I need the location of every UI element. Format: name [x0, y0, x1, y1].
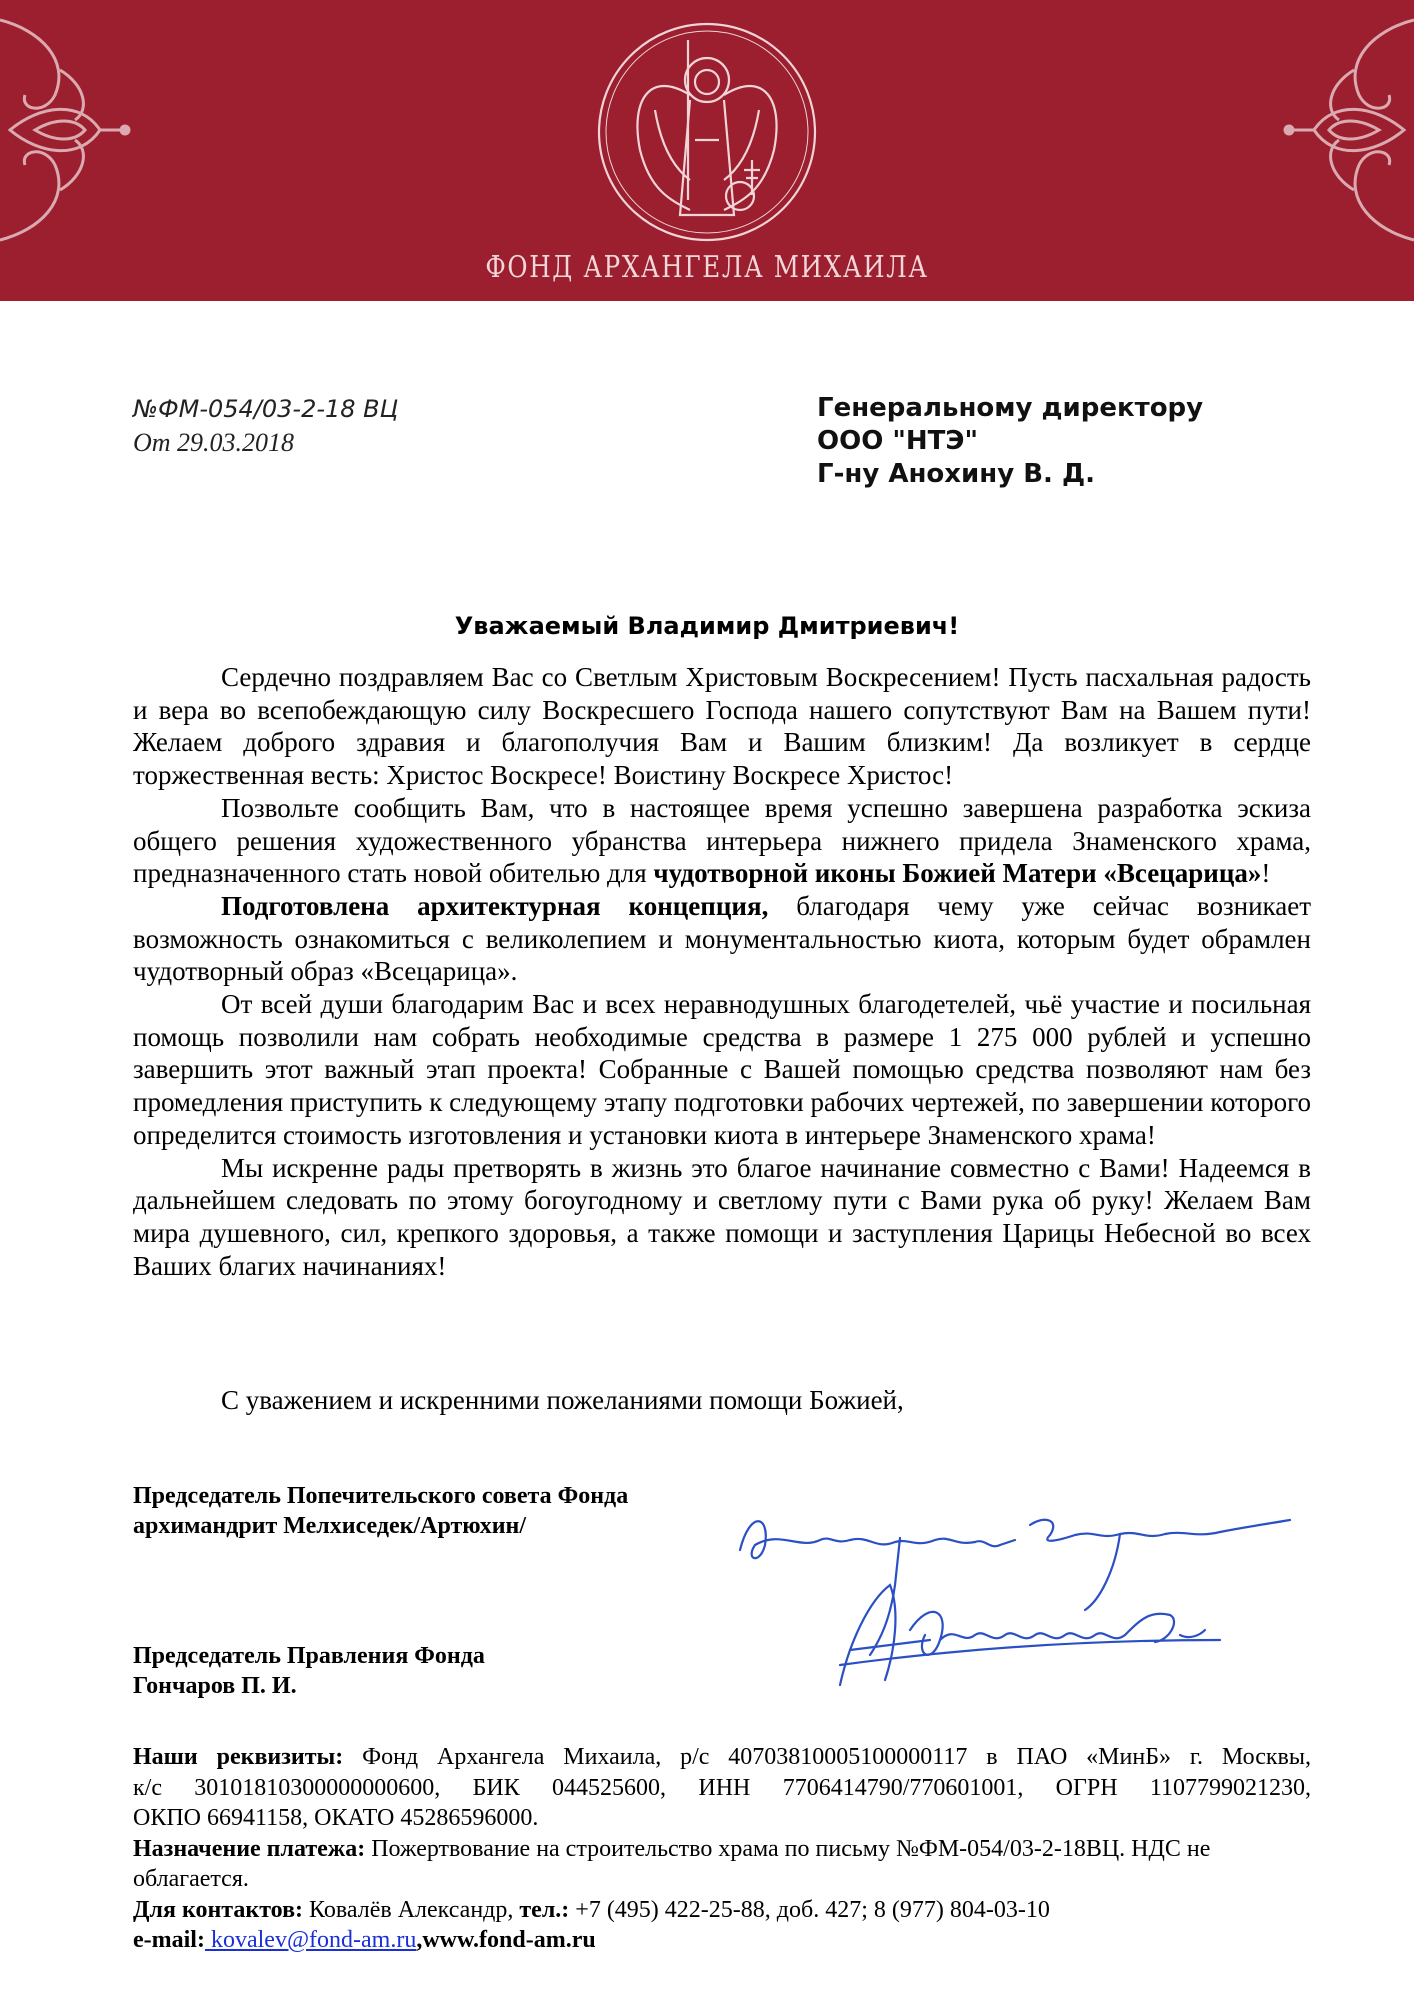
closing-phrase: С уважением и искренними пожеланиями помощи Божией,	[221, 1385, 904, 1415]
signatory-board	[133, 1641, 485, 1701]
letter-date: От 29.03.2018	[133, 428, 295, 457]
ornament-icon	[1285, 20, 1414, 240]
requisites-line	[133, 1803, 1311, 1834]
org-name: ФОНД АРХАНГЕЛА МИХАИЛА	[485, 250, 929, 285]
phone-label: тел.:	[519, 1896, 570, 1923]
signatory-title: Председатель Попечительского совета Фонда	[133, 1483, 629, 1509]
contacts-line	[133, 1895, 1311, 1926]
signatory-trustees	[133, 1481, 628, 1541]
archangel-emblem-icon	[599, 24, 815, 240]
requisites-text: Фонд Архангела Михаила, р/с 40703810005100000117 в ПАО «МинБ» г. Москвы,	[343, 1744, 1311, 1770]
requisites-label: Наши реквизиты:	[133, 1744, 344, 1770]
paragraph-wishes: Мы искренне рады претворять в жизнь это благое начинание совместно с Вами! Надеемся в дальнейшем следовать по этому богоугодному и светлому пути с Вами рука об руку! Желаем Вам мира душевного, сил, крепкого здоровья, а также помощи и заступления Царицы Небесной во всех Ваших благих начинаниях!	[133, 1152, 1311, 1281]
email-link[interactable]: kovalev@fond-am.ru	[204, 1927, 417, 1953]
email-line	[133, 1925, 1311, 1956]
letter-body	[133, 661, 1311, 1282]
letterhead-banner	[0, 0, 1414, 301]
letter-reference	[133, 392, 398, 460]
paragraph-concept	[133, 890, 1311, 988]
addressee-block	[817, 392, 1203, 491]
comma-separator: ,	[416, 1927, 423, 1953]
paragraph-text: благодаря чему уже сейчас возникает возможность ознакомиться с великолепием и монументальностью киота, которым будет обрамлен чудотворный образ «Всецарица».	[133, 890, 1311, 987]
greeting: Уважаемый Владимир Дмитриевич!	[454, 612, 960, 640]
requisites-line	[133, 1742, 1311, 1773]
signatory-name: архимандрит Мелхиседек/Артюхин/	[133, 1513, 527, 1539]
phone-text: +7 (495) 422-25-88, доб. 427; 8 (977) 804-03-10	[569, 1896, 1050, 1923]
icon-name-bold: чудотворной иконы Божией Матери «Всецарица»	[653, 858, 1262, 889]
contacts-name: Ковалёв Александр,	[303, 1896, 520, 1923]
requisites-text: ОКПО 66941158, ОКАТО 45286596000.	[133, 1805, 539, 1831]
requisites-text: к/с 30101810300000000600, БИК 044525600, ИНН 7706414790/770601001, ОГРН 1107799021230,	[133, 1774, 1311, 1801]
handwritten-signatures	[700, 1490, 1320, 1690]
letter-number: №ФМ-054/03-2-18 ВЦ	[133, 395, 399, 423]
signatory-name: Гончаров П. И.	[133, 1673, 297, 1699]
ornament-icon	[0, 20, 129, 240]
email-label: e-mail:	[133, 1927, 205, 1953]
paragraph-sketch-news	[133, 792, 1311, 890]
payment-purpose	[133, 1834, 1311, 1895]
contacts-label: Для контактов:	[133, 1896, 304, 1923]
website-link[interactable]: www.fond-am.ru	[422, 1927, 596, 1953]
addressee-title: Генеральному директору	[817, 393, 1204, 423]
paragraph-text: !	[1261, 858, 1271, 889]
requisites-line	[133, 1773, 1311, 1804]
signature-goncharov	[840, 1585, 1220, 1685]
addressee-company: ООО "НТЭ"	[817, 426, 979, 456]
signatory-title: Председатель Правления Фонда	[133, 1643, 485, 1669]
paragraph-gratitude: От всей души благодарим Вас и всех неравнодушных благодетелей, чьё участие и посильная помощь позволили нам собрать необходимые средства в размере 1 275 000 рублей и успешно завершить этот важный этап проекта! Собранные с Вашей помощью средства позволяют нам без промедления приступить к следующему этапу подготовки рабочих чертежей, по завершении которого определится стоимость изготовления и установки киота в интерьере Знаменского храма!	[133, 989, 1311, 1150]
payment-label: Назначение платежа:	[133, 1835, 366, 1862]
paragraph-congratulations: Сердечно поздравляем Вас со Светлым Христовым Воскресением! Пусть пасхальная радость и вера во всепобеждающую силу Воскресшего Господа нашего сопутствуют Вам на Вашем пути! Желаем доброго здравия и благополучия Вам и Вашим близким! Да возликует в сердце торжественная весть: Христос Воскресе! Воистину Воскресе Христос!	[133, 662, 1311, 791]
requisites-block	[133, 1742, 1311, 1956]
concept-bold: Подготовлена архитектурная концепция,	[221, 890, 769, 921]
addressee-name: Г-ну Анохину В. Д.	[817, 459, 1096, 489]
paragraph-text: Позвольте сообщить Вам, что в настоящее время успешно завершена разработка эскиза общего решения художественного убранства интерьера нижнего придела Знаменского храма, предназначенного стать новой обителью для	[133, 792, 1311, 889]
payment-text: Пожертвование на строительство храма по письму №ФМ-054/03-2-18ВЦ. НДС не облагается.	[133, 1835, 1211, 1892]
